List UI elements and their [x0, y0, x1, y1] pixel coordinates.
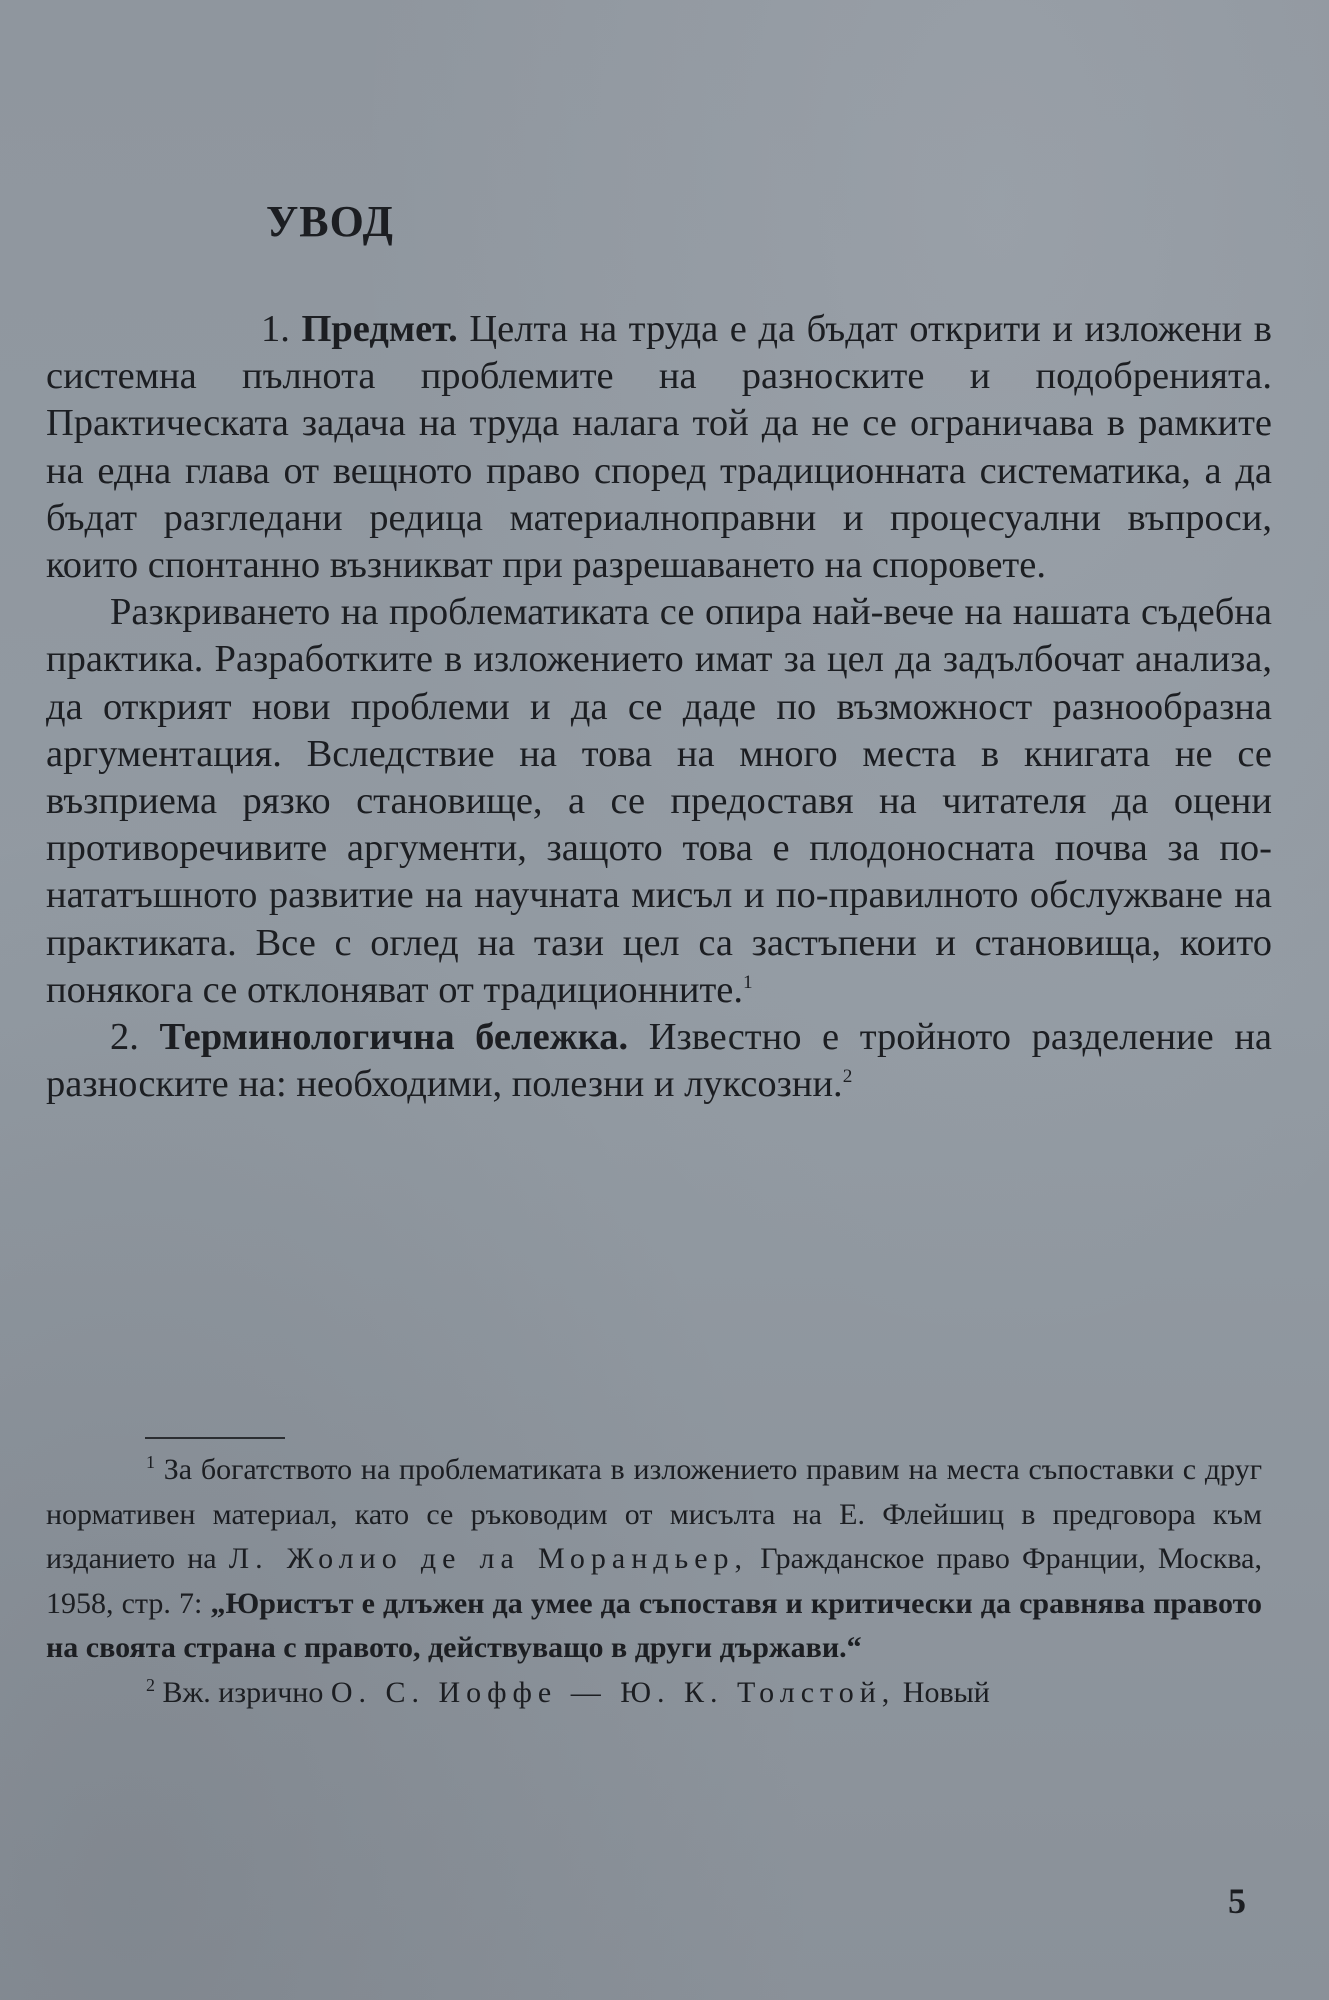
footnote-2	[46, 1671, 1262, 1716]
paragraph-text: Известно е тройното разделение на разноските на: необходими, полезни и луксозни.	[46, 1016, 1273, 1106]
paragraph-number: 2.	[110, 1016, 139, 1059]
footnote-author: Л. Жолио де ла Морандьер,	[228, 1542, 749, 1575]
main-text	[46, 306, 1272, 1108]
paragraph-subject	[46, 306, 1272, 589]
footnote-text: Гражданское право Франции, Москва, 1958, стр. 7:	[46, 1542, 1262, 1620]
page-number: 5	[1228, 1881, 1246, 1921]
footnote-separator	[145, 1437, 285, 1439]
footnote-text: За богатството на проблематиката в изложението правим на места съпоставки с друг нормативен материал, като се ръководим от мисълта на Е. Флейшиц в предговора към изданието на	[46, 1453, 1262, 1575]
footnote-text: Новый	[902, 1675, 990, 1709]
footnotes	[46, 1448, 1262, 1715]
footnote-mark: 1	[146, 1452, 155, 1472]
paragraph-terminology	[46, 1014, 1272, 1108]
footnote-authors: О. С. Иоффе — Ю. К. Толстой,	[330, 1675, 896, 1709]
footnote-quote: „Юристът е длъжен да умее да съпоставя и критически да сравнява правото на своята страна с правото, действуващо в други държави.“	[46, 1586, 1262, 1664]
footnote-text: Вж. изрично	[162, 1675, 324, 1709]
paragraph-text: Целта на труда е да бъдат открити и изложени в системна пълнота проблемите на разноските и подобренията. Практическата задача на труда налага той да не се ограничава в рамките на една глава от вещното право според традиционната систематика, а да бъдат разгледани редица материалноправни и процесуални въпроси, които спонтанно възникват при разрешаването на споровете.	[46, 308, 1272, 587]
paragraph-text: Разкриването на проблематиката се опира най-вече на нашата съдебна практика. Разработките в изложението имат за цел да задълбочат анализа, да открият нови проблеми и да се даде по възможност разнообразна аргументация. Вследствие на това на много места в книгата не се възприема рязко становище, а се предоставя на читателя да оцени противоречивите аргументи, защото това е плодоносната почва за по-нататъшното развитие на научната мисъл и по-правилното обслужване на практиката. Все с оглед на тази цел са застъпени и становища, които понякога се отклоняват от традиционните.	[46, 591, 1272, 1011]
footnote-1	[46, 1448, 1262, 1671]
footnote-reference: 2	[842, 1066, 853, 1088]
footnote-reference: 1	[743, 972, 753, 994]
paragraph-number: 1.	[261, 308, 290, 350]
paragraph-practice	[46, 589, 1272, 1014]
run-in-heading-subject: Предмет.	[301, 308, 458, 350]
chapter-heading: УВОД	[266, 197, 394, 246]
run-in-heading-terminology: Терминологична бележка.	[159, 1016, 629, 1059]
footnote-mark: 2	[146, 1674, 155, 1695]
